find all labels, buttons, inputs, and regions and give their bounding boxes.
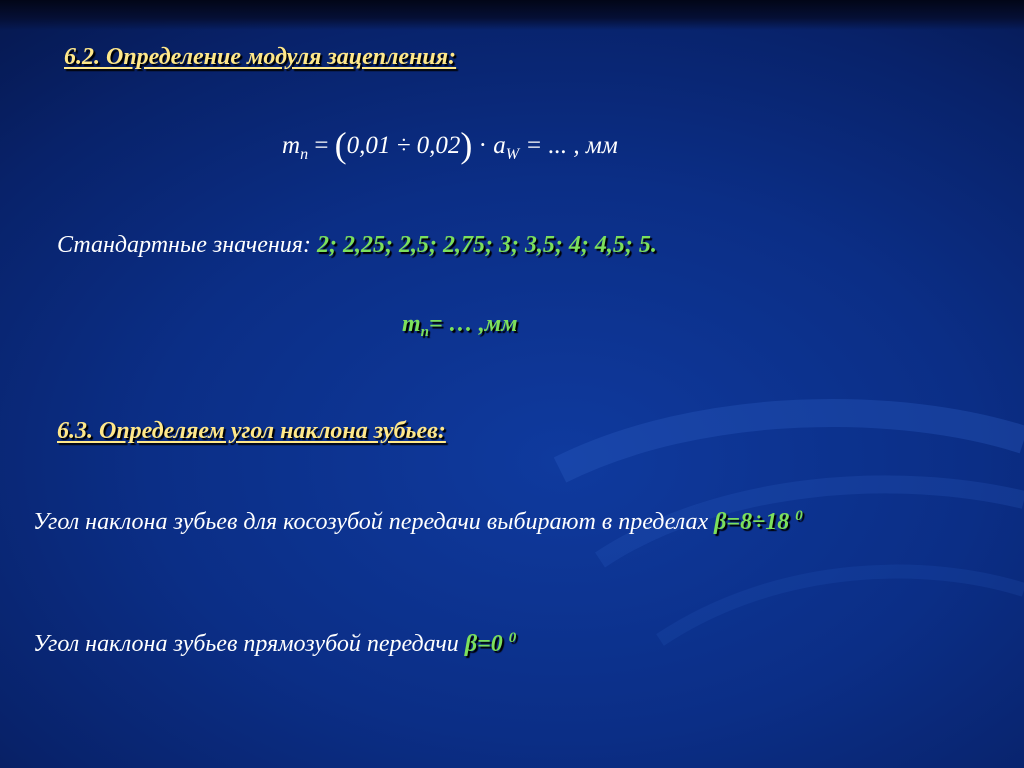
standard-values-line xyxy=(57,232,657,259)
formula-close-paren: ) xyxy=(460,125,473,165)
formula-range: 0,01 ÷ 0,02 xyxy=(346,132,461,159)
helical-gear-line xyxy=(33,508,803,536)
standard-values-list: 2; 2,25; 2,5; 2,75; 3; 3,5; 4; 4,5; 5. xyxy=(316,232,657,258)
formula-a: a xyxy=(493,132,506,159)
spur-beta xyxy=(465,631,516,657)
module-result-m: m xyxy=(402,311,421,337)
spur-beta-value: β=0 xyxy=(464,631,503,657)
formula-a-subscript: W xyxy=(505,146,520,163)
standard-values-label: Стандартные значения: xyxy=(57,232,311,258)
spur-gear-text: Угол наклона зубьев прямозубой передачи xyxy=(33,631,459,657)
formula-m: m xyxy=(282,132,301,159)
formula-m-subscript: n xyxy=(300,146,309,163)
formula-equals: = xyxy=(314,132,329,159)
formula-open-paren: ( xyxy=(334,125,347,165)
module-result-subscript: n xyxy=(420,324,430,340)
module-formula xyxy=(282,124,618,166)
module-result xyxy=(402,311,518,341)
helical-degree-sup: 0 xyxy=(795,508,803,524)
helical-gear-text: Угол наклона зубьев для косозубой передачи выбирают в пределах xyxy=(33,509,709,535)
helical-beta-range xyxy=(714,509,803,535)
helical-beta-value: β=8÷18 xyxy=(714,509,790,535)
spur-gear-line xyxy=(33,630,516,658)
formula-dot: · xyxy=(478,132,487,159)
spur-degree-sup: 0 xyxy=(508,630,517,646)
formula-result: = ... , мм xyxy=(525,132,618,159)
section-heading-6-2: 6.2. Определение модуля зацепления: xyxy=(64,44,457,70)
section-heading-6-3: 6.3. Определяем угол наклона зубьев: xyxy=(57,418,446,444)
module-result-value: = … ,мм xyxy=(429,311,518,337)
